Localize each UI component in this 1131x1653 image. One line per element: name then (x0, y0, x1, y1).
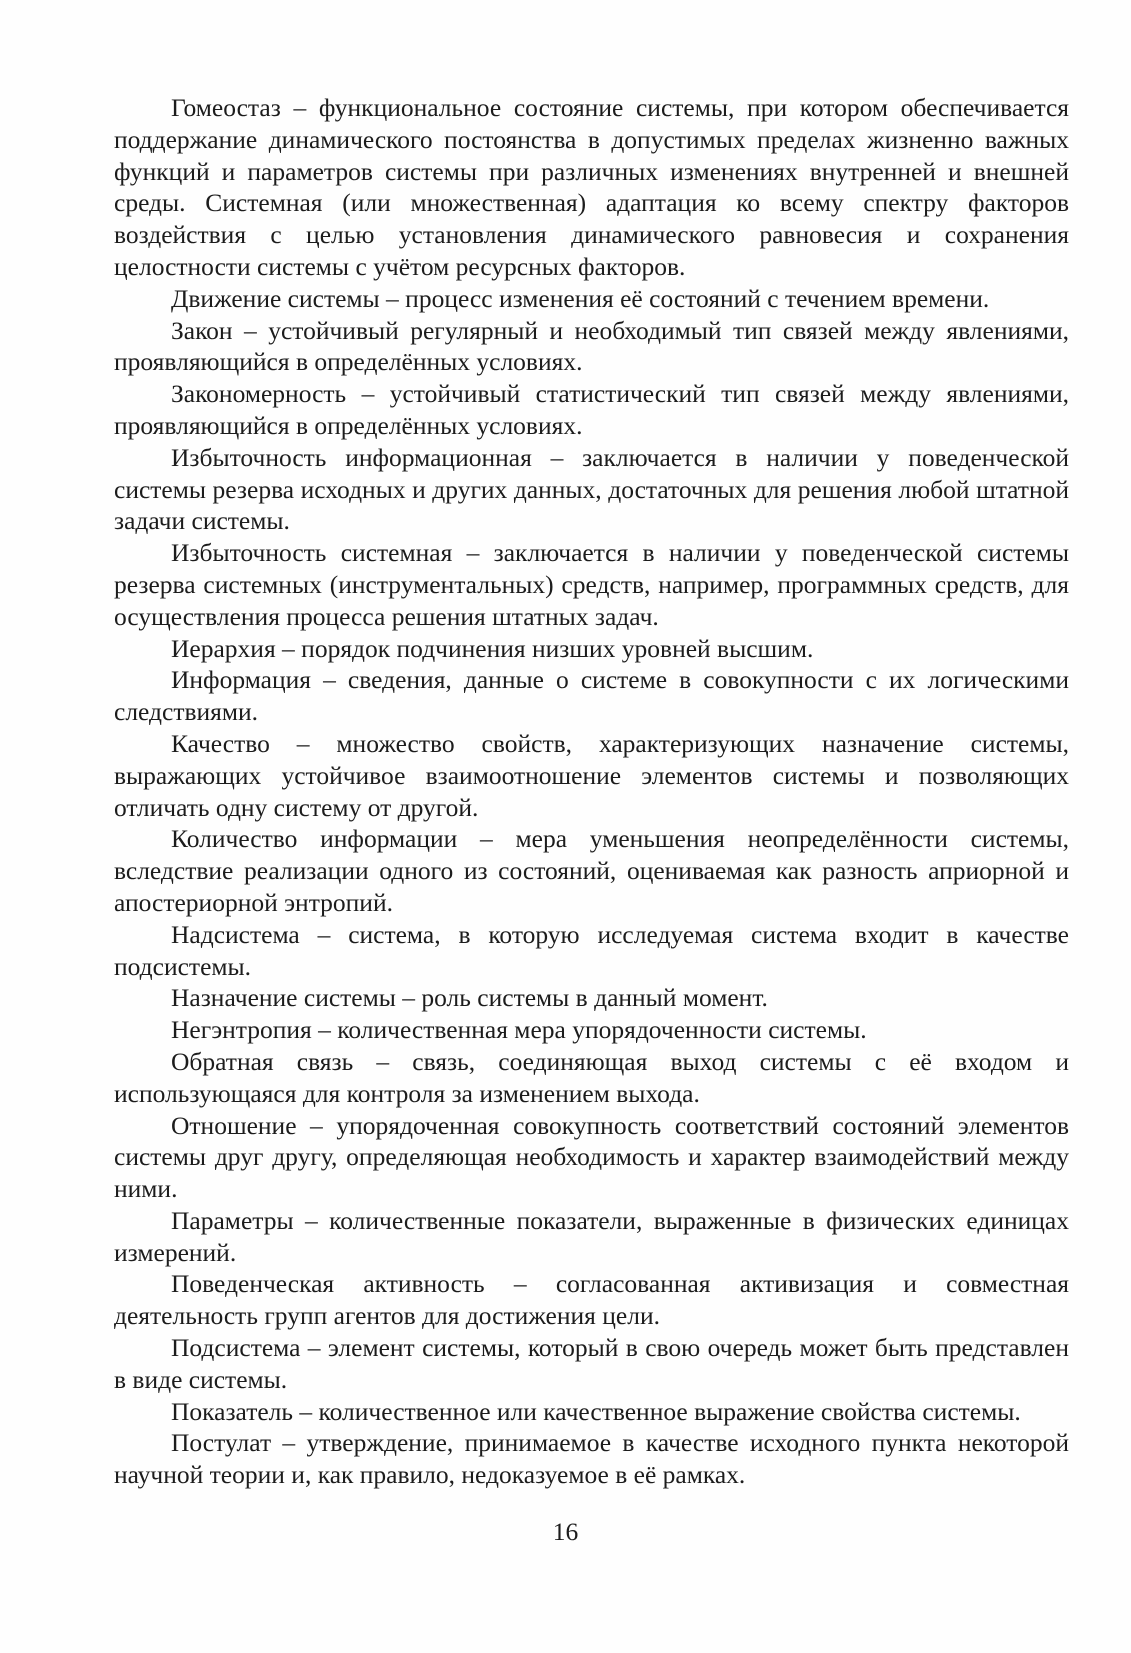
paragraph-parametry: Параметры – количественные показатели, выраженные в физических единицах измерений. (114, 1205, 1069, 1267)
paragraph-zakon: Закон – устойчивый регулярный и необходимый тип связей между явлениями, проявляющийся в определённых условиях. (114, 315, 1069, 377)
paragraph-izbytochnost-informacionnaya: Избыточность информационная – заключается в наличии у поведенческой системы резерва исходных и других данных, достаточных для решения любой штатной задачи системы. (114, 442, 1069, 536)
paragraph-povedencheskaya-aktivnost: Поведенческая активность – согласованная активизация и совместная деятельность групп агентов для достижения цели. (114, 1269, 1069, 1331)
paragraph-negentropiya: Негэнтропия – количественная мера упорядоченности системы. (171, 1015, 867, 1045)
paragraph-postulat: Постулат – утверждение, принимаемое в качестве исходного пункта некоторой научной теории и, как правило, недоказуемое в её рамках. (114, 1428, 1069, 1490)
paragraph-dvizhenie-sistemy: Движение системы – процесс изменения её состояний с течением времени. (171, 283, 990, 313)
paragraph-naznachenie-sistemy: Назначение системы – роль системы в данный момент. (171, 983, 768, 1013)
paragraph-kolichestvo-informacii: Количество информации – мера уменьшения неопределённости системы, вследствие реализации одного из состояний, оцениваемая как разность априорной и апостериорной энтропий. (114, 824, 1069, 917)
paragraph-nadsistema: Надсистема – система, в которую исследуемая система входит в качестве подсистемы. (114, 919, 1069, 981)
paragraph-informaciya: Информация – сведения, данные о системе в совокупности с их логическими следствиями. (114, 665, 1069, 727)
page-number: 16 (552, 1517, 579, 1546)
paragraph-ierarhiya: Иерархия – порядок подчинения низших уровней высшим. (171, 633, 814, 663)
paragraph-gomeostaz: Гомеостаз – функциональное состояние системы, при котором обеспечивается поддержание динамического постоянства в допустимых пределах жизненно важных функций и параметров системы при различных изменениях внутренней и внешней среды. Системная (или множественная) адаптация ко всему спектру факторов воздействия с целью установления динамического равновесия и сохранения целостности системы с учётом ресурсных факторов. (114, 93, 1069, 281)
paragraph-otnoshenie: Отношение – упорядоченная совокупность соответствий состояний элементов системы друг другу, определяющая необходимость и характер взаимодействий между ними. (114, 1110, 1069, 1204)
paragraph-zakonomernost: Закономерность – устойчивый статистический тип связей между явлениями, проявляющийся в определённых условиях. (114, 379, 1069, 440)
paragraph-obratnaya-svyaz: Обратная связь – связь, соединяющая выход системы с её входом и использующаяся для контроля за изменением выхода. (114, 1046, 1069, 1108)
paragraph-pokazatel: Показатель – количественное или качественное выражение свойства системы. (171, 1396, 1021, 1426)
paragraph-izbytochnost-sistemnaya: Избыточность системная – заключается в наличии у поведенческой системы резерва системных (инструментальных) средств, например, программных средств, для осуществления процесса решения штатных задач. (114, 538, 1069, 631)
glossary-text (114, 92, 1069, 1491)
paragraph-kachestvo: Качество – множество свойств, характеризующих назначение системы, выражающих устойчивое взаимоотношение элементов системы и позволяющих отличать одну систему от другой. (114, 728, 1069, 822)
paragraph-podsistema: Подсистема – элемент системы, который в свою очередь может быть представлен в виде системы. (114, 1333, 1069, 1394)
